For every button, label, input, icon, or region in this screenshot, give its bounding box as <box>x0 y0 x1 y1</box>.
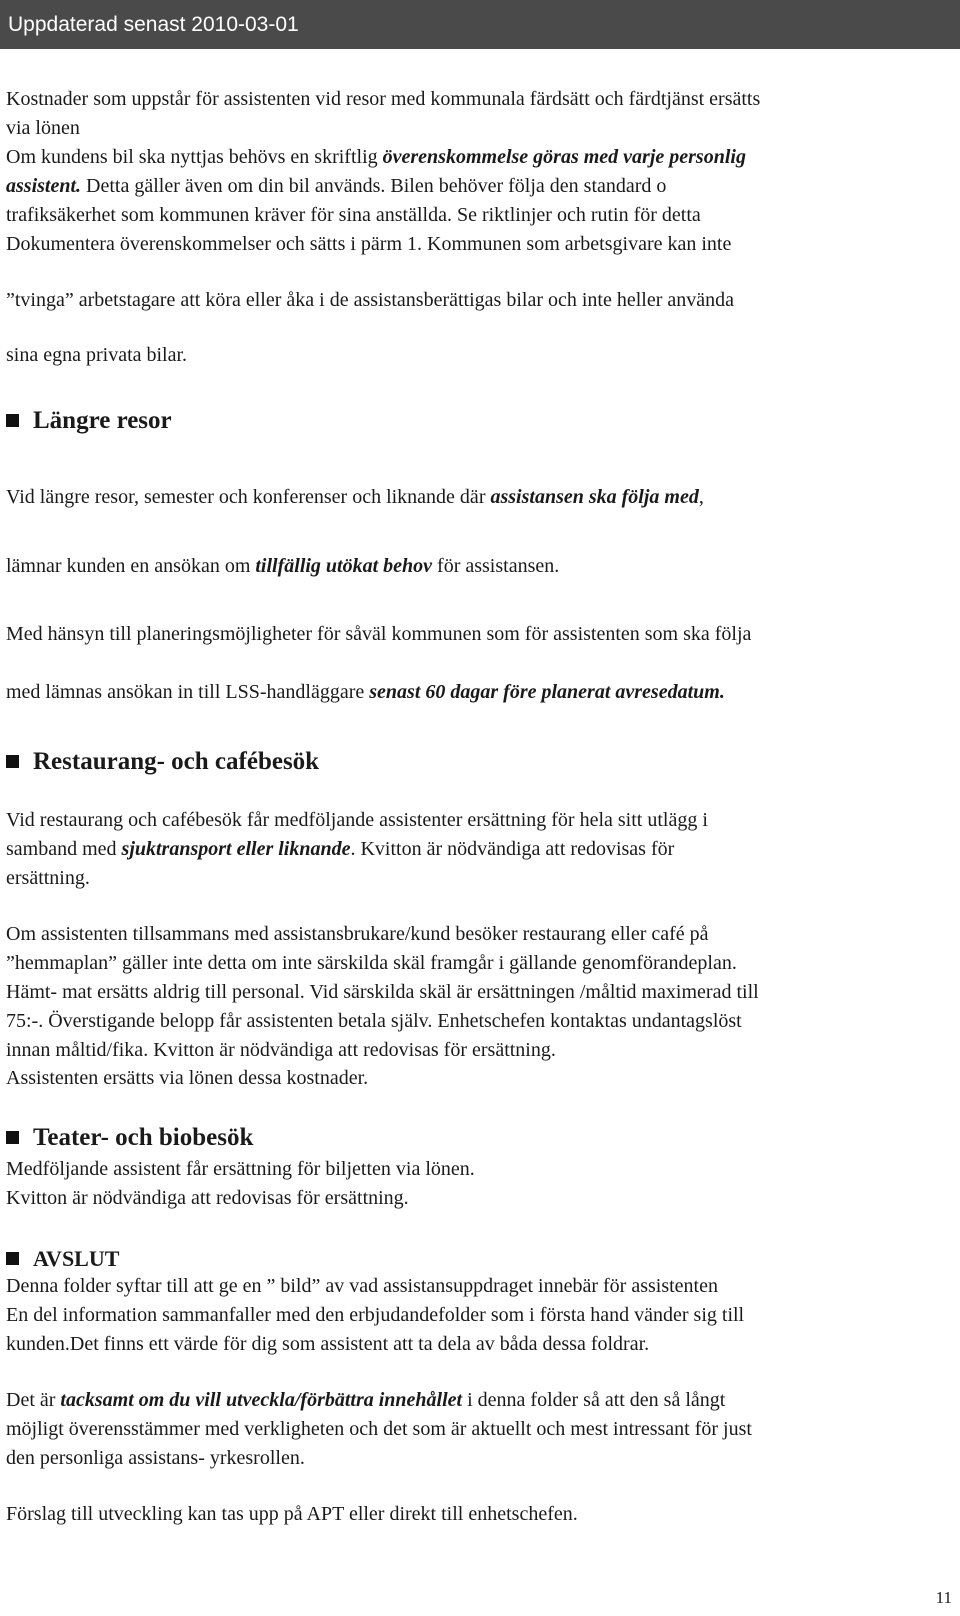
text-line <box>6 174 666 198</box>
text-line: Assistenten ersätts via lönen dessa kostnader. <box>6 1067 369 1089</box>
text-line: Kostnader som uppstår för assistenten vid resor med kommunala färdsätt och färdtjänst ersätts <box>6 88 761 110</box>
emphasis-text: senast 60 dagar före planerat avresedatum. <box>369 681 725 703</box>
text-line: innan måltid/fika. Kvitton är nödvändiga att redovisas för ersättning. <box>6 1039 556 1061</box>
text-span: med lämnas ansökan in till LSS-handläggare <box>6 681 370 703</box>
emphasis-text: tacksamt om du vill utveckla/förbättra innehållet <box>60 1389 463 1411</box>
emphasis-text: assistent. <box>6 175 82 197</box>
heading-text: AVSLUT <box>33 1246 120 1271</box>
text-line <box>6 485 704 509</box>
section-heading <box>6 406 172 436</box>
text-line: ”hemmaplan” gäller inte detta om inte särskilda skäl framgår i gällande genomförandeplan. <box>6 952 737 974</box>
text-line: Vid restaurang och cafébesök får medföljande assistenter ersättning för hela sitt utlägg i <box>6 809 708 831</box>
square-bullet-icon <box>6 1252 19 1265</box>
text-span: . Kvitton är nödvändiga att redovisas för <box>350 838 675 860</box>
text-line: den personliga assistans- yrkesrollen. <box>6 1447 305 1469</box>
heading-text: Teater- och biobesök <box>33 1124 254 1151</box>
section-heading <box>6 1244 119 1274</box>
text-span: samband med <box>6 838 122 860</box>
text-line: Medföljande assistent får ersättning för biljetten via lönen. <box>6 1158 475 1180</box>
text-line: Dokumentera överenskommelser och sätts i pärm 1. Kommunen som arbetsgivare kan inte <box>6 233 732 255</box>
emphasis-text: tillfällig utökat behov <box>255 555 433 577</box>
square-bullet-icon <box>6 1131 19 1144</box>
text-span: Det är <box>6 1389 61 1411</box>
text-span: för assistansen. <box>432 555 560 577</box>
text-line <box>6 554 559 578</box>
heading-text: Restaurang- och cafébesök <box>33 748 320 775</box>
text-line: ersättning. <box>6 867 90 889</box>
section-heading <box>6 747 319 777</box>
text-span: , <box>698 486 704 508</box>
text-span: Om kundens bil ska nyttjas behövs en skriftlig <box>6 146 383 168</box>
text-line: Kvitton är nödvändiga att redovisas för ersättning. <box>6 1187 409 1209</box>
text-line: sina egna privata bilar. <box>6 344 188 366</box>
emphasis-text: assistansen ska följa med <box>490 486 699 508</box>
text-line: Hämt- mat ersätts aldrig till personal. Vid särskilda skäl är ersättningen /måltid maximerad till <box>6 981 759 1003</box>
text-span: lämnar kunden en ansökan om <box>6 555 256 577</box>
text-line: 75:-. Överstigande belopp får assistenten betala själv. Enhetschefen kontaktas undantagslöst <box>6 1010 742 1032</box>
text-line <box>6 1388 725 1412</box>
text-line: trafiksäkerhet som kommunen kräver för sina anställda. Se riktlinjer och rutin för detta <box>6 204 701 226</box>
square-bullet-icon <box>6 755 19 768</box>
text-line: En del information sammanfaller med den erbjudandefolder som i första hand vänder sig till <box>6 1304 745 1326</box>
text-span: Detta gäller även om din bil används. Bilen behöver följa den standard o <box>81 175 667 197</box>
square-bullet-icon <box>6 414 19 427</box>
text-line: möjligt överensstämmer med verkligheten och det som är aktuellt och mest intressant för just <box>6 1418 752 1440</box>
text-line: Med hänsyn till planeringsmöjligheter för såväl kommunen som för assistenten som ska följa <box>6 623 752 645</box>
heading-text: Längre resor <box>33 407 172 434</box>
text-line: via lönen <box>6 117 80 139</box>
emphasis-text: sjuktransport eller liknande <box>121 838 351 860</box>
emphasis-text: överenskommelse göras med varje personlig <box>382 146 746 168</box>
page-number: 11 <box>935 1588 952 1607</box>
text-line: kunden.Det finns ett värde för dig som assistent att ta dela av båda dessa foldrar. <box>6 1333 650 1355</box>
text-line <box>6 680 725 704</box>
text-line <box>6 837 674 861</box>
text-span: Vid längre resor, semester och konferenser och liknande där <box>6 486 491 508</box>
updated-banner: Uppdaterad senast 2010-03-01 <box>0 0 960 49</box>
text-line: Om assistenten tillsammans med assistansbrukare/kund besöker restaurang eller café på <box>6 923 709 945</box>
text-line <box>6 145 746 169</box>
section-heading <box>6 1123 253 1153</box>
text-line: Denna folder syftar till att ge en ” bild” av vad assistansuppdraget innebär för assistenten <box>6 1275 718 1297</box>
text-line: Förslag till utveckling kan tas upp på APT eller direkt till enhetschefen. <box>6 1503 578 1525</box>
text-span: i denna folder så att den så långt <box>462 1389 726 1411</box>
text-line: ”tvinga” arbetstagare att köra eller åka i de assistansberättigas bilar och inte heller använda <box>6 289 735 311</box>
